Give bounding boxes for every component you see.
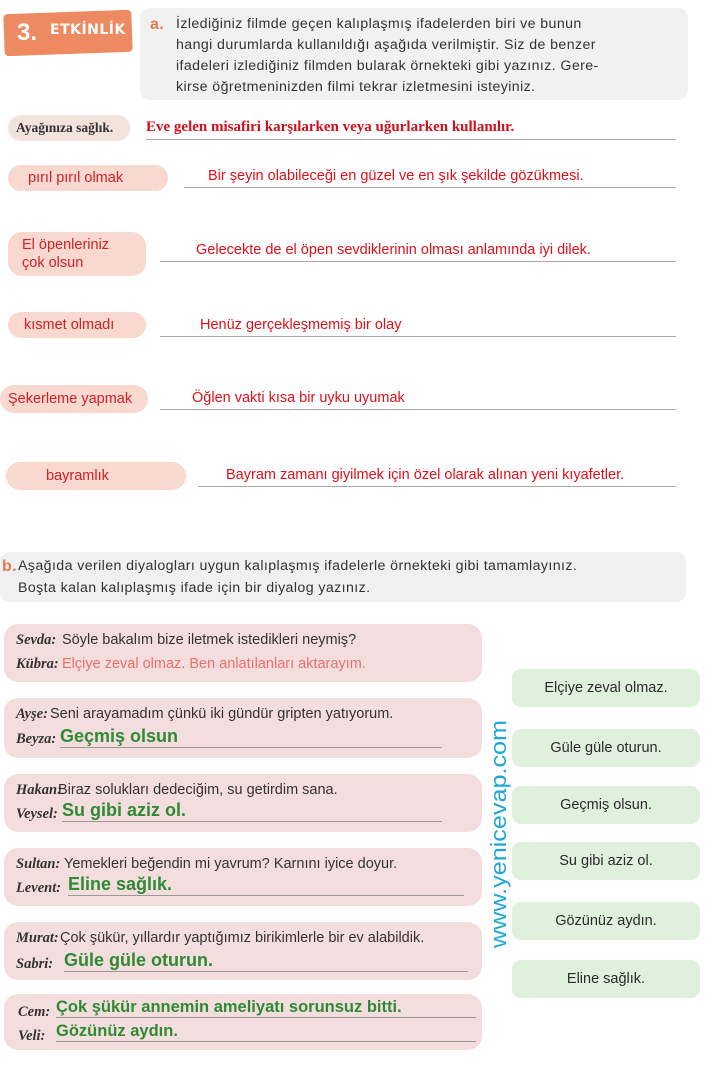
speaker-2: Levent:: [16, 880, 62, 896]
speaker-1: Sevda:: [16, 632, 57, 648]
speaker-1: Hakan:: [16, 782, 62, 798]
line-1: Biraz solukları dedeciğim, su getirdim sana.: [58, 782, 338, 798]
phrase-pill: Şekerleme yapmak: [0, 385, 148, 413]
part-b-letter: b.: [2, 558, 18, 575]
option-card[interactable]: Güle güle oturun.: [512, 729, 700, 767]
speaker-1: Sultan:: [16, 856, 61, 872]
answer-field[interactable]: Eline sağlık.: [68, 874, 464, 896]
instruction-line: kirse öğretmeninizden filmi tekrar izletmesini isteyiniz.: [176, 79, 536, 95]
answer-field[interactable]: Gözünüz aydın.: [56, 1022, 476, 1042]
instruction-line: Boşta kalan kalıplaşmış ifade için bir diyalog yazınız.: [18, 580, 371, 596]
example-phrase: Ayağınıza sağlık.: [8, 115, 130, 141]
option-card[interactable]: Gözünüz aydın.: [512, 902, 700, 940]
activity-number: 3.: [16, 19, 37, 46]
example-meaning: Eve gelen misafiri karşılarken veya uğurlarken kullanılır.: [146, 119, 676, 140]
phrase-pill: pırıl pırıl olmak: [8, 165, 168, 191]
part-b-instruction: [0, 552, 686, 602]
instruction-line: İzlediğiniz filmde geçen kalıplaşmış ifadelerden biri ve bunun: [176, 16, 582, 32]
meaning-line: Bir şeyin olabileceği en güzel ve en şık şekilde gözükmesi.: [184, 168, 676, 188]
phrase-line-1: El öpenleriniz: [22, 237, 110, 253]
option-card[interactable]: Su gibi aziz ol.: [512, 842, 700, 880]
option-card[interactable]: Geçmiş olsun.: [512, 786, 700, 824]
line-1: Çok şükür, yıllardır yaptığımız birikimlerle bir ev alabildik.: [60, 930, 425, 946]
part-a-letter: a.: [150, 16, 165, 33]
phrase-pill: bayramlık: [6, 462, 186, 490]
answer-field[interactable]: Güle güle oturun.: [64, 950, 468, 972]
meaning-line: Öğlen vakti kısa bir uyku uyumak: [160, 390, 676, 410]
activity-label: ETKİNLİK: [50, 22, 126, 38]
option-card[interactable]: Eline sağlık.: [512, 960, 700, 998]
instruction-line: Aşağıda verilen diyalogları uygun kalıplaşmış ifadelerle örnekteki gibi tamamlayınız.: [18, 558, 578, 574]
instruction-line: ifadeleri izlediğiniz filmden bularak örnekteki gibi yazınız. Gere-: [176, 58, 599, 74]
part-a-instruction: [140, 8, 688, 100]
watermark-text: www.yenicevap.com: [486, 748, 511, 948]
meaning-line: Gelecekte de el öpen sevdiklerinin olması anlamında iyi dilek.: [160, 242, 676, 262]
speaker-2: Veli:: [18, 1028, 46, 1044]
phrase-pill: [8, 232, 146, 276]
phrase-line-2: çok olsun: [22, 255, 84, 271]
speaker-1: Murat:: [16, 930, 59, 946]
answer-field[interactable]: Çok şükür annemin ameliyatı sorunsuz bitti.: [56, 998, 476, 1018]
speaker-1: Cem:: [18, 1004, 51, 1020]
instruction-line: hangi durumlarda kullanıldığı aşağıda verilmiştir. Siz de benzer: [176, 37, 596, 53]
speaker-2: Veysel:: [16, 806, 58, 822]
speaker-1: Ayşe:: [16, 706, 48, 722]
speaker-2: Sabri:: [16, 956, 54, 972]
option-card[interactable]: Elçiye zeval olmaz.: [512, 669, 700, 707]
meaning-line: Henüz gerçekleşmemiş bir olay: [160, 317, 676, 337]
meaning-line: Bayram zamanı giyilmek için özel olarak alınan yeni kıyafetler.: [198, 467, 676, 487]
speaker-2: Beyza:: [16, 731, 57, 747]
line-1: Söyle bakalım bize iletmek istedikleri neymiş?: [62, 632, 357, 648]
line-1: Yemekleri beğendin mi yavrum? Karnını iyice doyur.: [64, 856, 398, 872]
answer-field[interactable]: Geçmiş olsun: [60, 726, 442, 748]
example-answer: Elçiye zeval olmaz. Ben anlatılanları aktarayım.: [62, 656, 366, 672]
phrase-pill: kısmet olmadı: [8, 312, 146, 338]
answer-field[interactable]: Su gibi aziz ol.: [62, 800, 442, 822]
line-1: Seni arayamadım çünkü iki gündür gripten yatıyorum.: [50, 706, 394, 722]
speaker-2: Kübra:: [16, 656, 59, 672]
